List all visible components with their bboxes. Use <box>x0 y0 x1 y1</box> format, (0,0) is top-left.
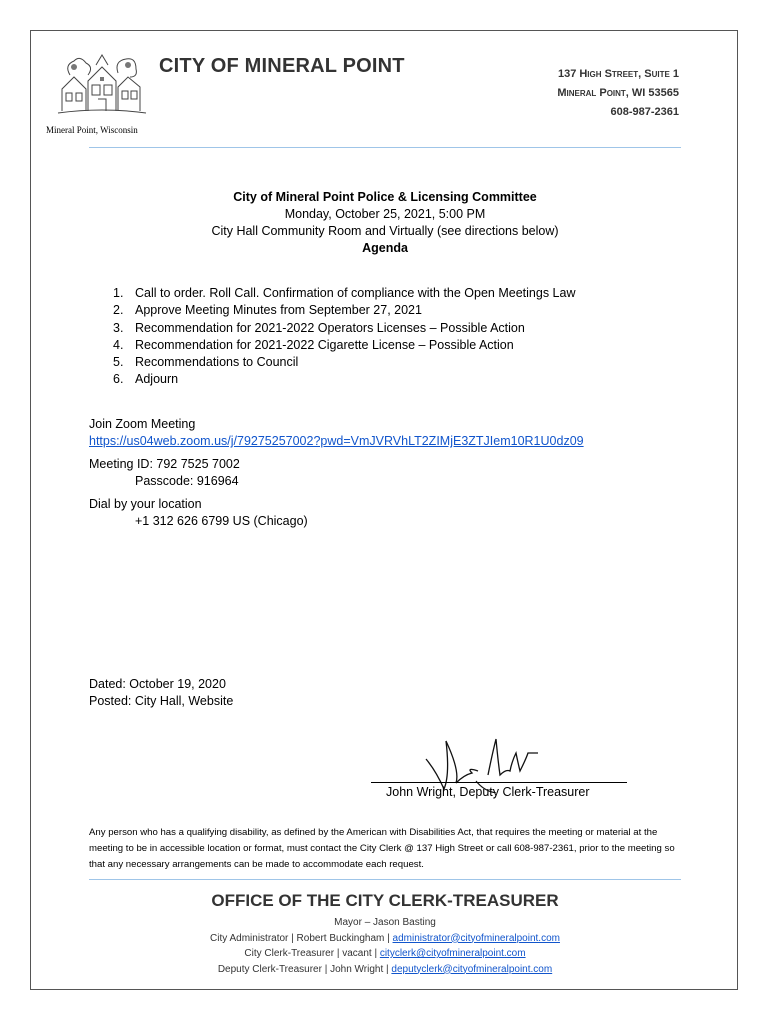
agenda-item-text: Recommendations to Council <box>135 355 299 370</box>
agenda-item <box>113 337 576 354</box>
zoom-meeting-id: Meeting ID: 792 7525 7002 <box>89 457 240 471</box>
dated-text: Dated: October 19, 2020 <box>89 677 226 691</box>
agenda-item-number: 4. <box>113 337 124 352</box>
meeting-location: City Hall Community Room and Virtually (see directions below) <box>211 224 559 238</box>
address-line-2: Mineral Point, WI 53565 <box>557 87 679 99</box>
footer-contacts <box>31 915 739 977</box>
agenda-item <box>113 285 576 302</box>
office-title: OFFICE OF THE CITY CLERK-TREASURER <box>211 891 559 910</box>
zoom-passcode: Passcode: 916964 <box>135 474 239 488</box>
city-logo <box>46 51 156 137</box>
dial-label: Dial by your location <box>89 497 202 511</box>
signature-line <box>371 782 627 783</box>
address-line-1: 137 High Street, Suite 1 <box>557 68 679 80</box>
zoom-section <box>89 416 584 530</box>
logo-caption: Mineral Point, Wisconsin <box>46 125 138 135</box>
agenda-label: Agenda <box>362 241 408 255</box>
posting-info <box>89 676 233 710</box>
agenda-item-text: Adjourn <box>135 372 179 387</box>
city-name-heading: CITY OF MINERAL POINT <box>159 55 405 77</box>
committee-name: City of Mineral Point Police & Licensing Committee <box>233 190 537 204</box>
ada-notice: Any person who has a qualifying disability, as defined by the American with Disabilities Act, that requires the meeting or material at the meeting to be in accessible location or format, must contact the City Clerk @ 137 High Street or call 608-987-2361, prior to the meeting so that any necessary arrangements can be made to accommodate each request. <box>89 827 675 870</box>
deputy-clerk-line <box>31 962 739 978</box>
agenda-item-number: 3. <box>113 320 124 335</box>
agenda-item <box>113 371 576 388</box>
deputy-clerk-email-link[interactable]: deputyclerk@cityofmineralpoint.com <box>391 963 553 975</box>
agenda-item-number: 1. <box>113 286 124 300</box>
clerk-text: City Clerk-Treasurer | vacant | <box>244 948 380 959</box>
meeting-heading <box>31 189 739 257</box>
agenda-item <box>113 320 576 337</box>
signatory-name: John Wright, Deputy Clerk-Treasurer <box>386 785 590 799</box>
dial-number: +1 312 626 6799 US (Chicago) <box>135 514 308 528</box>
clerk-email-link[interactable]: cityclerk@cityofmineralpoint.com <box>379 948 526 959</box>
handwritten-signature-icon <box>416 731 546 793</box>
agenda-item-number: 6. <box>113 372 124 387</box>
zoom-meeting-link[interactable]: https://us04web.zoom.us/j/79275257002?pwd=VmJVRVhLT2ZIMjE3ZTJIem10R1U0dz09 <box>89 434 584 448</box>
posted-text: Posted: City Hall, Website <box>89 694 234 708</box>
agenda-item-number: 5. <box>113 355 124 370</box>
agenda-item-text: Recommendation for 2021-2022 Cigarette License – Possible Action <box>135 337 514 352</box>
deputy-clerk-text: Deputy Clerk-Treasurer | John Wright | <box>217 963 392 975</box>
agenda-item-text: Recommendation for 2021-2022 Operators Licenses – Possible Action <box>135 320 525 335</box>
agenda-item-number: 2. <box>113 303 124 318</box>
document-page <box>30 30 738 990</box>
mayor-line: Mayor – Jason Basting <box>334 917 436 928</box>
agenda-list <box>113 285 576 389</box>
administrator-text: City Administrator | Robert Buckingham | <box>210 932 393 944</box>
town-sketch-icon <box>56 51 148 123</box>
city-address <box>557 65 679 122</box>
meeting-datetime: Monday, October 25, 2021, 5:00 PM <box>284 207 486 221</box>
agenda-item-text: Call to order. Roll Call. Confirmation of compliance with the Open Meetings Law <box>135 286 576 300</box>
signature-block <box>371 731 627 806</box>
footer-divider <box>89 879 681 880</box>
administrator-line <box>31 931 739 947</box>
letterhead-divider <box>89 147 681 148</box>
administrator-email-link[interactable]: administrator@cityofmineralpoint.com <box>392 932 560 944</box>
agenda-item <box>113 354 576 371</box>
city-phone: 608-987-2361 <box>610 106 679 118</box>
clerk-line <box>31 946 739 962</box>
zoom-join-label: Join Zoom Meeting <box>89 417 196 431</box>
agenda-item <box>113 302 576 319</box>
agenda-item-text: Approve Meeting Minutes from September 27, 2021 <box>135 303 422 318</box>
